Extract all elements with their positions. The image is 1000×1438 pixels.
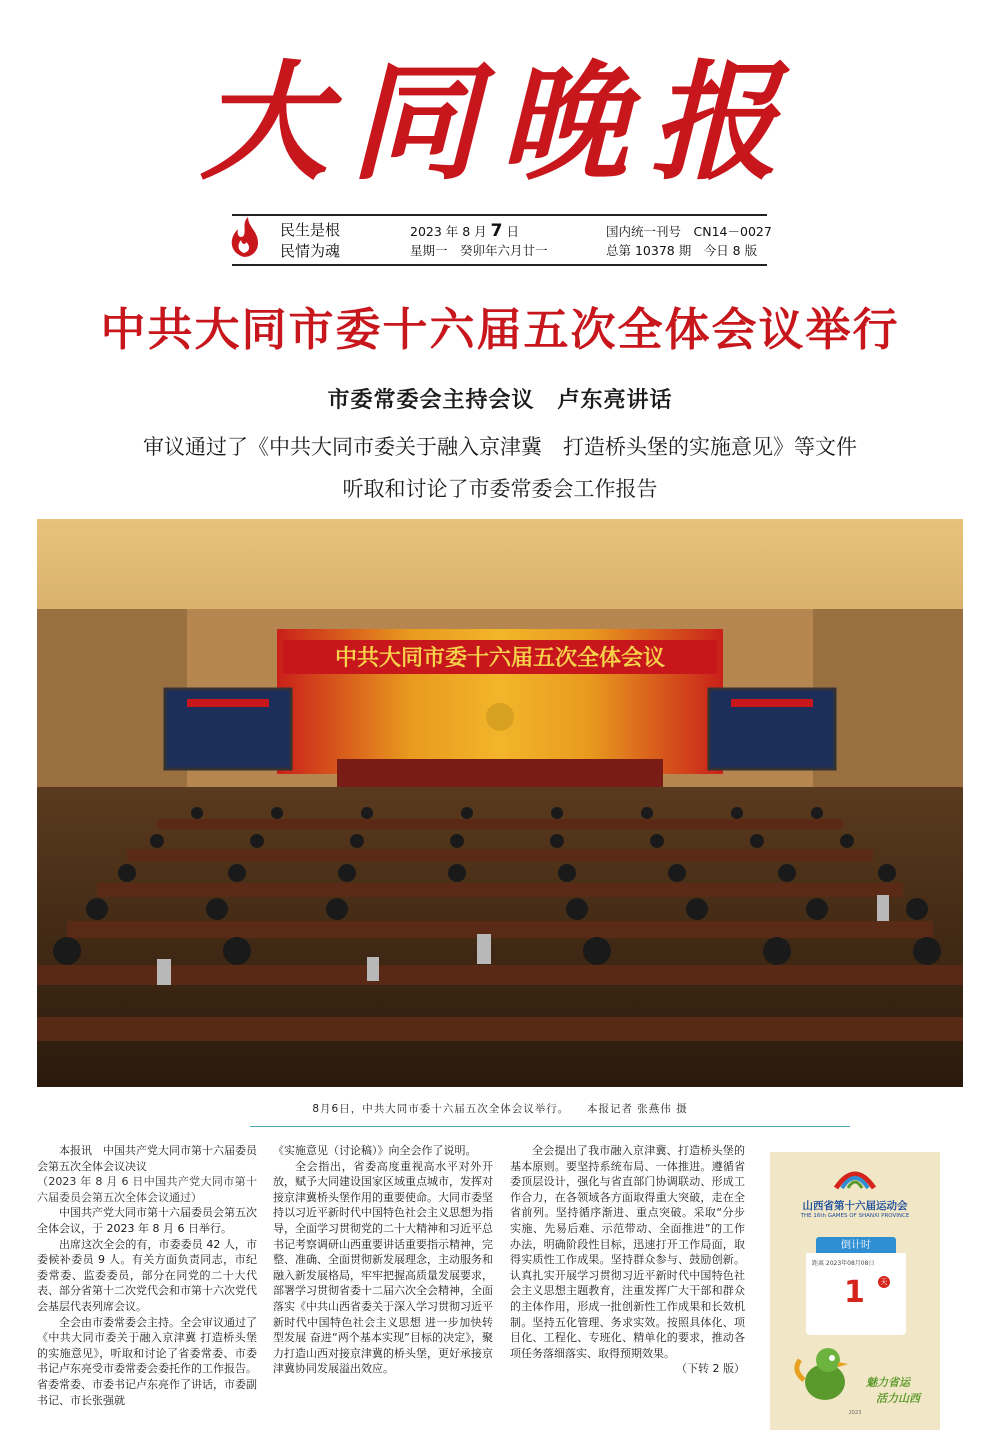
weekday-lunar-date: 星期一 癸卯年六月廿一 (410, 243, 548, 258)
caption-divider (250, 1126, 850, 1127)
games-emblem-icon (832, 1158, 878, 1196)
meeting-photo (37, 519, 963, 1087)
motto-line-2: 民情为魂 (280, 242, 341, 260)
article-paragraph: 全会提出了我市融入京津冀、打造桥头堡的基本原则。要坚持系统布局、一体推进。遵循省委顶层设计，强化与省直部门协调联动、形成工作合力，在各领域各方面取得重大突破，走在全省前列。坚持循序渐进、重点突破。采取“分步实施、先易后难、示范带动、全面推进”的工作办法，明确阶段性目标，迅速打开工作局面，取得实质性工作成果。坚持群众参与、鼓励创新。认真扎实开展学习贯彻习近平新时代中国特色社会主义思想主题教育，注重发挥广大干部和群众的主体作用，形成一批创新性工作成果和长效机制。坚持五化管理、务求实效。按照具体化、项目化、工程化、专班化、精单化的要求，推动各项任务落细落实、取得预期效果。 (510, 1144, 745, 1360)
continued-on-page-2: （下转 2 版） (676, 1362, 745, 1376)
countdown-label: 倒计时 (816, 1237, 896, 1255)
article-paragraph: 中国共产党大同市第十六届委员会第五次全体会议，于 2023 年 8 月 6 日举行。 (37, 1206, 257, 1235)
stage-banner-text: 中共大同市委十六届五次全体会议 (334, 646, 666, 671)
motto-line-1: 民生是根 (280, 221, 341, 239)
header-bottom-rule (232, 264, 767, 266)
article-column-3 (510, 1143, 745, 1377)
countdown-date: 距离 2023年08月08日 (812, 1260, 875, 1267)
subheadline-1: 市委常委会主持会议 卢东亮讲话 (327, 388, 673, 413)
article-paragraph: 出席这次全会的有，市委委员 42 人，市委候补委员 9 人。有关方面负责同志，市纪委常委、监委委员，部分在同党的二十大代表、部分省第十二次党代会和市第十六次党代会基层代表列席会议。 (37, 1237, 257, 1313)
subheadline-3: 听取和讨论了市委常委会工作报告 (342, 477, 658, 501)
issue-date (410, 222, 548, 260)
article-paragraph: 本报讯 中国共产党大同市第十六届委员会第五次全体会议决议 (37, 1144, 257, 1173)
slogan-line-1: 魅力省运 (866, 1376, 910, 1389)
provincial-games-countdown-ad (770, 1152, 940, 1430)
ad-footer: 2023 (848, 1410, 862, 1416)
photo-caption: 8月6日，中共大同市委十六届五次全体会议举行。 本报记者 张燕伟 摄 (312, 1103, 688, 1115)
newspaper-masthead: 大同晚报 (199, 48, 800, 198)
newspaper-motto (280, 220, 340, 262)
article-column-1 (37, 1143, 257, 1408)
main-headline: 中共大同市委十六届五次全体会议举行 (100, 303, 900, 356)
flame-logo-icon (224, 215, 264, 259)
article-paragraph: 《实施意见（讨论稿）》向全会作了说明。 (273, 1144, 477, 1157)
games-title: 山西省第十六届运动会 (802, 1200, 908, 1212)
slogan-line-2: 活力山西 (876, 1392, 920, 1405)
countdown-number: 1 (844, 1275, 865, 1310)
countdown-unit: 天 (878, 1276, 890, 1288)
issn-line: 国内统一刊号 CN14－0027 (606, 224, 772, 239)
article-paragraph: 全会指出，省委高度重视高水平对外开放，赋予大同建设国家区域重点城市，发挥对接京津冀桥头堡作用的重要使命。大同市委坚持以习近平新时代中国特色社会主义思想为指导，全面学习贯彻党的二十大精神和习近平总书记考察调研山西重要讲话重要指示精神，完整、准确、全面贯彻新发展理念，主动服务和融入新发展格局，牢牢把握高质量发展要求，部署学习贯彻省委十二届六次全会精神，全面落实《中共山西省委关于深入学习贯彻习近平新时代中国特色社会主义思想 进一步加快转型发展 奋进“两个基本实现”目标的决定》，聚力打造山西对接京津冀的桥头堡，更好承接京津冀协同发展溢出效应。 (273, 1159, 493, 1376)
date-day: 7 (490, 221, 503, 241)
date-prefix: 2023 年 8 月 (410, 224, 487, 239)
article-paragraph: （2023 年 8 月 6 日中国共产党大同市第十六届委员会第五次全体会议通过） (37, 1175, 257, 1204)
subheadline-2: 审议通过了《中共大同市委关于融入京津冀 打造桥头堡的实施意见》等文件 (143, 435, 857, 459)
date-suffix: 日 (506, 224, 520, 239)
games-subtitle: THE 16th GAMES OF SHANXI PROVINCE (800, 1213, 910, 1219)
countdown-card (806, 1253, 906, 1335)
article-paragraph: 全会由市委常委会主持。全会审议通过了《中共大同市委关于融入京津冀 打造桥头堡的实施意见》，听取和讨论了省委常委、市委书记卢东亮受市委常委会委托作的工作报告。省委常委、市委书记卢东亮作了讲话，市委副书记、市长张强就 (37, 1315, 257, 1407)
article-column-2 (273, 1143, 493, 1377)
publication-info (606, 222, 772, 260)
issue-number-line: 总第 10378 期 今日 8 版 (606, 243, 758, 258)
header-top-rule (232, 214, 767, 216)
mascot-icon (790, 1340, 860, 1410)
